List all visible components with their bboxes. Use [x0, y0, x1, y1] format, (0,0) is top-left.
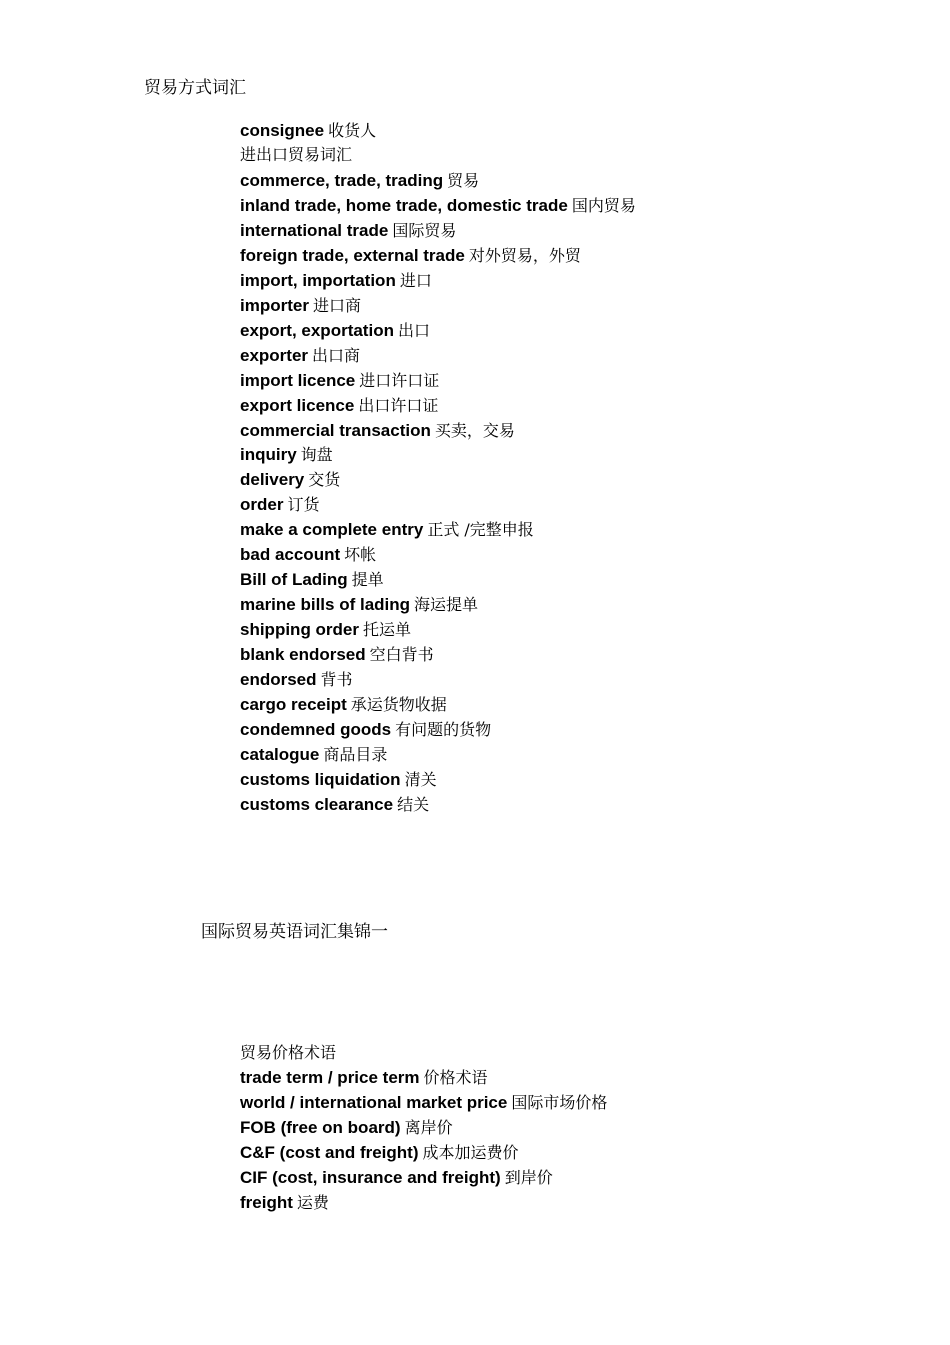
term-english: endorsed [240, 670, 317, 689]
page-heading-trade-methods: 贸易方式词汇 [144, 78, 246, 98]
term-chinese: 离岸价 [404, 1118, 453, 1137]
term-english: catalogue [240, 744, 320, 764]
term-chinese: 进口商 [312, 295, 361, 315]
term-english: inquiry [240, 445, 297, 465]
term-chinese: 价格术语 [423, 1068, 488, 1087]
term-english: world / international market price [240, 1093, 508, 1112]
term-chinese: 进口 [399, 270, 432, 290]
glossary-entry [240, 119, 376, 143]
term-english: export licence [240, 395, 355, 415]
term-english: delivery [240, 470, 305, 490]
term-chinese: 商品目录 [323, 744, 388, 764]
term-chinese: 对外贸易，外贸 [468, 245, 581, 265]
glossary-entry [240, 668, 353, 692]
glossary-entry [240, 269, 432, 293]
glossary-entry [240, 443, 333, 467]
term-chinese: 托运单 [363, 620, 412, 640]
section-heading-import-export [240, 143, 352, 167]
term-english: international trade [240, 220, 389, 240]
glossary-entry [240, 1066, 488, 1090]
term-english: importer [240, 295, 309, 315]
glossary-entry [240, 219, 456, 243]
term-english: consignee [240, 121, 325, 140]
term-chinese: 空白背书 [369, 645, 434, 665]
term-english: commercial transaction [240, 420, 431, 440]
glossary-entry [240, 743, 387, 767]
term-chinese: 运费 [296, 1193, 329, 1212]
glossary-entry [240, 693, 447, 717]
glossary-entry [240, 518, 534, 542]
term-english: foreign trade, external trade [240, 245, 465, 265]
glossary-entry [240, 493, 319, 517]
glossary-entry [240, 344, 360, 368]
glossary-entry [240, 1141, 519, 1165]
term-chinese: 结关 [397, 794, 430, 814]
term-chinese: 贸易 [447, 171, 480, 190]
term-chinese: 交货 [308, 470, 341, 490]
term-chinese: 海运提单 [414, 595, 479, 615]
glossary-entry [240, 194, 636, 218]
glossary-entry [240, 793, 429, 817]
term-chinese: 成本加运费价 [422, 1143, 519, 1162]
term-chinese: 国际贸易 [392, 220, 457, 240]
glossary-entry [240, 319, 430, 343]
glossary-entry [240, 468, 340, 492]
glossary-entry [240, 244, 581, 268]
term-english: shipping order [240, 620, 359, 640]
glossary-entry [240, 394, 438, 418]
term-english: condemned goods [240, 719, 392, 739]
term-english: import licence [240, 370, 356, 390]
term-chinese: 国内贸易 [571, 195, 636, 215]
term-chinese: 清关 [404, 769, 437, 789]
section-heading-label: 进出口贸易词汇 [240, 145, 353, 164]
glossary-entry [240, 543, 376, 567]
term-english: bad account [240, 545, 341, 565]
term-chinese: 有问题的货物 [395, 719, 492, 739]
term-english: customs clearance [240, 794, 394, 814]
glossary-entry [240, 419, 515, 443]
term-chinese: 提单 [351, 570, 384, 590]
term-english: freight [240, 1193, 293, 1212]
term-english: C&F (cost and freight) [240, 1143, 419, 1162]
glossary-entry [240, 768, 437, 792]
term-english: commerce, trade, trading [240, 171, 444, 190]
term-chinese: 询盘 [300, 445, 333, 465]
term-english: import, importation [240, 270, 396, 290]
glossary-entry [240, 1116, 453, 1140]
section-heading-price-terms [240, 1041, 336, 1065]
term-english: inland trade, home trade, domestic trade [240, 195, 568, 215]
glossary-entry [240, 618, 411, 642]
section-heading-label: 贸易价格术语 [240, 1043, 337, 1062]
glossary-entry [240, 1091, 607, 1115]
glossary-entry [240, 568, 384, 592]
term-english: cargo receipt [240, 694, 347, 714]
term-english: trade term / price term [240, 1068, 420, 1087]
term-chinese: 正式 /完整申报 [427, 520, 534, 540]
term-english: customs liquidation [240, 769, 401, 789]
term-chinese: 背书 [320, 670, 353, 689]
term-english: export, exportation [240, 320, 394, 340]
term-chinese: 出口许口证 [358, 395, 439, 415]
term-chinese: 出口商 [312, 345, 361, 365]
glossary-entry [240, 1166, 553, 1190]
term-english: CIF (cost, insurance and freight) [240, 1168, 501, 1187]
term-chinese: 承运货物收据 [350, 694, 447, 714]
term-chinese: 坏帐 [344, 545, 377, 565]
page-heading-collection: 国际贸易英语词汇集锦一 [201, 922, 388, 942]
term-chinese: 订货 [287, 495, 320, 515]
glossary-entry [240, 1191, 329, 1215]
term-chinese: 出口 [397, 320, 430, 340]
term-chinese: 进口许口证 [359, 370, 440, 390]
glossary-entry [240, 294, 361, 318]
glossary-entry [240, 718, 491, 742]
term-english: blank endorsed [240, 645, 366, 665]
glossary-entry [240, 643, 434, 667]
term-english: make a complete entry [240, 520, 424, 540]
term-english: marine bills of lading [240, 595, 411, 615]
glossary-entry [240, 169, 479, 193]
term-chinese: 买卖，交易 [434, 420, 515, 440]
term-english: Bill of Lading [240, 570, 348, 590]
term-english: exporter [240, 345, 309, 365]
term-chinese: 收货人 [328, 121, 377, 140]
term-chinese: 国际市场价格 [511, 1093, 608, 1112]
term-chinese: 到岸价 [504, 1168, 553, 1187]
term-english: FOB (free on board) [240, 1118, 401, 1137]
glossary-entry [240, 369, 439, 393]
term-english: order [240, 495, 284, 515]
glossary-entry [240, 593, 478, 617]
